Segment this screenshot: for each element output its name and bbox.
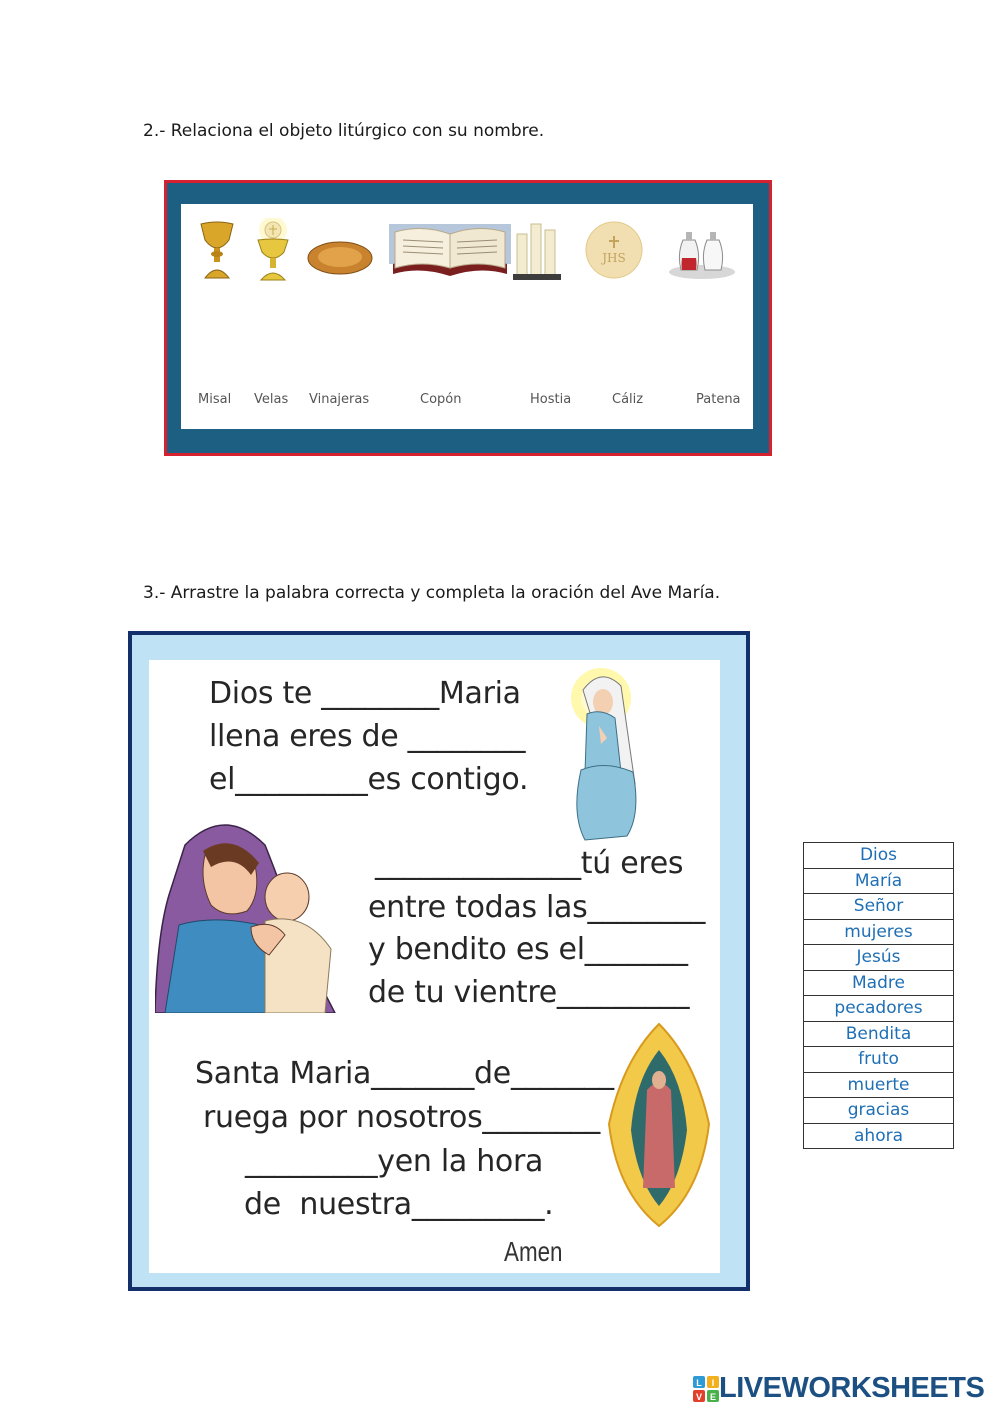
liturgical-name-6[interactable]: Cáliz: [612, 392, 644, 407]
prayer-line-7[interactable]: de tu vientre_________: [368, 975, 690, 1010]
prayer-line-5[interactable]: entre todas las________: [368, 890, 706, 925]
chalice-host-icon[interactable]: [251, 218, 295, 282]
word-option-madre[interactable]: Madre: [804, 970, 954, 996]
ave-maria-prayer: [149, 660, 720, 1273]
liturgical-name-5[interactable]: Hostia: [530, 392, 572, 407]
word-option-maria[interactable]: María: [804, 868, 954, 894]
missal-book-icon[interactable]: [389, 218, 511, 282]
chalice-icon[interactable]: [195, 218, 239, 282]
cruets-icon[interactable]: [667, 218, 737, 282]
liturgical-name-3[interactable]: Vinajeras: [309, 392, 370, 407]
ave-maria-panel: [128, 631, 750, 1291]
word-option-dios[interactable]: Dios: [804, 843, 954, 869]
prayer-line-2[interactable]: llena eres de ________: [209, 719, 526, 754]
word-option-pecadores[interactable]: pecadores: [804, 996, 954, 1022]
svg-text:E: E: [709, 1391, 717, 1402]
word-option-gracias[interactable]: gracias: [804, 1098, 954, 1124]
exercise-3-instruction: 3.- Arrastre la palabra correcta y completa la oración del Ave María.: [143, 583, 721, 603]
madonna-child-icon: [155, 815, 355, 1013]
prayer-line-6[interactable]: y bendito es el_______: [368, 932, 688, 967]
prayer-line-9[interactable]: ruega por nosotros________: [203, 1100, 601, 1135]
paten-icon[interactable]: [305, 218, 375, 282]
praying-virgin-icon: [551, 664, 673, 844]
prayer-line-4[interactable]: ______________tú eres: [375, 846, 684, 881]
liturgical-name-4[interactable]: Copón: [420, 392, 462, 407]
word-option-bendita[interactable]: Bendita: [804, 1021, 954, 1047]
liturgical-name-7[interactable]: Patena: [696, 392, 741, 407]
liturgical-name-1[interactable]: Misal: [198, 392, 232, 407]
word-bank: [803, 842, 954, 1149]
liturgical-name-2[interactable]: Velas: [254, 392, 289, 407]
prayer-line-8[interactable]: Santa Maria_______de_______: [195, 1056, 614, 1091]
word-option-fruto[interactable]: fruto: [804, 1047, 954, 1073]
word-option-senor[interactable]: Señor: [804, 894, 954, 920]
brand-name: LIVEWORKSHEETS: [719, 1372, 985, 1404]
exercise-2-instruction: 2.- Relaciona el objeto litúrgico con su nombre.: [143, 121, 545, 141]
liveworksheets-logo[interactable]: [693, 1372, 984, 1405]
liveworksheets-logo-icon: [693, 1376, 719, 1402]
prayer-line-1[interactable]: Dios te ________Maria: [209, 676, 521, 711]
prayer-amen: Amen: [504, 1236, 563, 1267]
host-jhs-icon[interactable]: [583, 218, 645, 282]
svg-text:I: I: [711, 1377, 715, 1388]
svg-text:JHS: JHS: [602, 251, 626, 265]
prayer-line-11[interactable]: de nuestra_________.: [244, 1187, 554, 1222]
prayer-line-3[interactable]: el_________es contigo.: [209, 762, 529, 797]
liturgical-objects-panel: [164, 180, 772, 456]
word-option-muerte[interactable]: muerte: [804, 1072, 954, 1098]
svg-text:V: V: [695, 1391, 703, 1402]
word-option-jesus[interactable]: Jesús: [804, 945, 954, 971]
prayer-line-10[interactable]: _________yen la hora: [245, 1144, 544, 1179]
guadalupe-icon: [597, 1020, 721, 1230]
candles-icon[interactable]: [513, 218, 563, 282]
liturgical-objects-board: [181, 204, 753, 429]
svg-text:L: L: [696, 1377, 702, 1388]
word-option-mujeres[interactable]: mujeres: [804, 919, 954, 945]
word-option-ahora[interactable]: ahora: [804, 1123, 954, 1149]
